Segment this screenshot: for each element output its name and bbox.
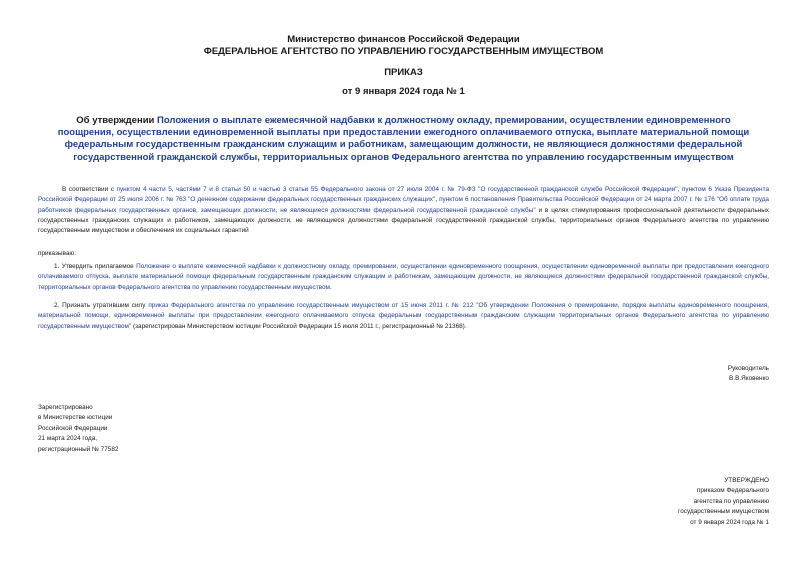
signature-name: В.В.Яковенко	[729, 375, 769, 383]
signature-block	[569, 364, 769, 385]
federal-law-link[interactable]: пунктом 4 части 5, частями 7 и 8 статьи 50 и частью 3 статьи 55 Федерального закона от 27 июля 2004 г. № 79-ФЗ "О государственной гражданской службе Российской Федерации"	[116, 186, 678, 193]
item2-text-2: (зарегистрирован Министерством юстиции Российской Федерации 15 июля 2011 г., регистрационный № 21368).	[131, 322, 467, 330]
approved-regulation-link[interactable]: Положение о выплате ежемесячной надбавки к должностному окладу, премировании, осуществлении единовременного поощрения, осуществлении единовременной выплаты при предоставлении ежегодного оплачиваемого отпуска, выплате материальной помощи федеральным государственным гражданским служащим и работникам, замещающим должности, не являющиеся должностями федеральной государственной гражданской службы, территориальных органов Федерального агентства по управлению государственным имуществом	[38, 263, 770, 291]
document-type: ПРИКАЗ	[384, 67, 423, 78]
preamble-paragraph	[38, 185, 769, 236]
title-regulation-link[interactable]: Положения о выплате ежемесячной надбавки к должностному окладу, премировании, осуществлении единовременного поощрения, осуществлении единовременной выплаты при предоставлении ежегодного оплачиваемого отпуска, выплате материальной помощи федеральным государственным гражданским служащим и работникам, замещающим должности, не являющиеся должностями федеральной государственной гражданской службы, территориальных органов Федерального агентства по управлению государственным имуществом	[57, 115, 750, 163]
document-title	[50, 115, 757, 164]
government-resolution-link[interactable]: пунктом 6 постановления Правительства Российской Федерации от 24 марта 2007 г. № 176 "Об оплате труда работников федеральных государственных органов, замещающих должности, не являющиеся должностями федеральной государственной гражданской службы"	[38, 196, 769, 214]
registration-line: Зарегистрировано	[38, 404, 93, 411]
preamble-text-3: ,	[435, 196, 440, 204]
repealed-order-link[interactable]: приказ Федерального агентства по управлению государственным имуществом от 15 июня 2011 г. № 212 "Об утверждении Положения о премировании, порядке выплаты единовременного поощрения, материальной помощи, единовременной выплаты при предоставлении ежегодного оплачиваемого отпуска федеральным государственным гражданским служащим территориальных органов Федерального агентства по управлению государственным имуществом"	[38, 302, 769, 330]
approval-line: приказом Федерального	[696, 487, 769, 495]
order-item-2	[38, 301, 769, 332]
document-date: от 9 января 2024 года № 1	[342, 86, 465, 97]
registration-line: Российской Федерации	[38, 424, 108, 432]
title-prefix: Об утверждении	[76, 115, 158, 126]
registration-block	[38, 403, 258, 455]
registration-line: регистрационный № 77582	[38, 445, 119, 453]
agency-heading: ФЕДЕРАЛЬНОЕ АГЕНТСТВО ПО УПРАВЛЕНИЮ ГОСУДАРСТВЕННЫМ ИМУЩЕСТВОМ	[203, 46, 604, 57]
preamble-text-4: и в целях стимулирования профессиональной деятельности федеральных государственных гражданских служащих и работников, замещающих должности, не являющиеся должностями федеральной государственной гражданской службы, территориальных органов Федерального агентства по управлению государственным имуществом и обеспечения их социальных гарантий	[38, 206, 769, 235]
approval-line: УТВЕРЖДЕНО	[724, 477, 769, 484]
presidential-decree-link[interactable]: пунктом 6 Указа Президента Российской Федерации от 25 июля 2006 г. № 763 "О денежном содержании федеральных государственных гражданских служащих"	[38, 186, 769, 204]
registration-line: 21 марта 2024 года,	[38, 435, 98, 443]
preamble-text-2: ,	[677, 186, 682, 193]
item2-text-1: 2. Признать утратившим силу	[54, 302, 149, 309]
signature-role: Руководитель	[727, 365, 769, 372]
approval-line: государственным имуществом	[678, 508, 769, 516]
registration-line: в Министерстве юстиции	[38, 414, 113, 422]
approval-block	[549, 476, 769, 528]
orders-label: приказываю:	[38, 250, 76, 257]
item1-text-1: 1. Утвердить прилагаемое	[54, 263, 137, 270]
approval-line: от 9 января 2024 года № 1	[690, 518, 769, 526]
item1-text-2: .	[329, 283, 332, 291]
ministry-heading: Министерство финансов Российской Федерации	[287, 34, 520, 45]
preamble-text-1: В соответствии с	[62, 186, 117, 193]
approval-line: агентства по управлению	[693, 497, 769, 505]
order-item-1	[38, 262, 769, 293]
